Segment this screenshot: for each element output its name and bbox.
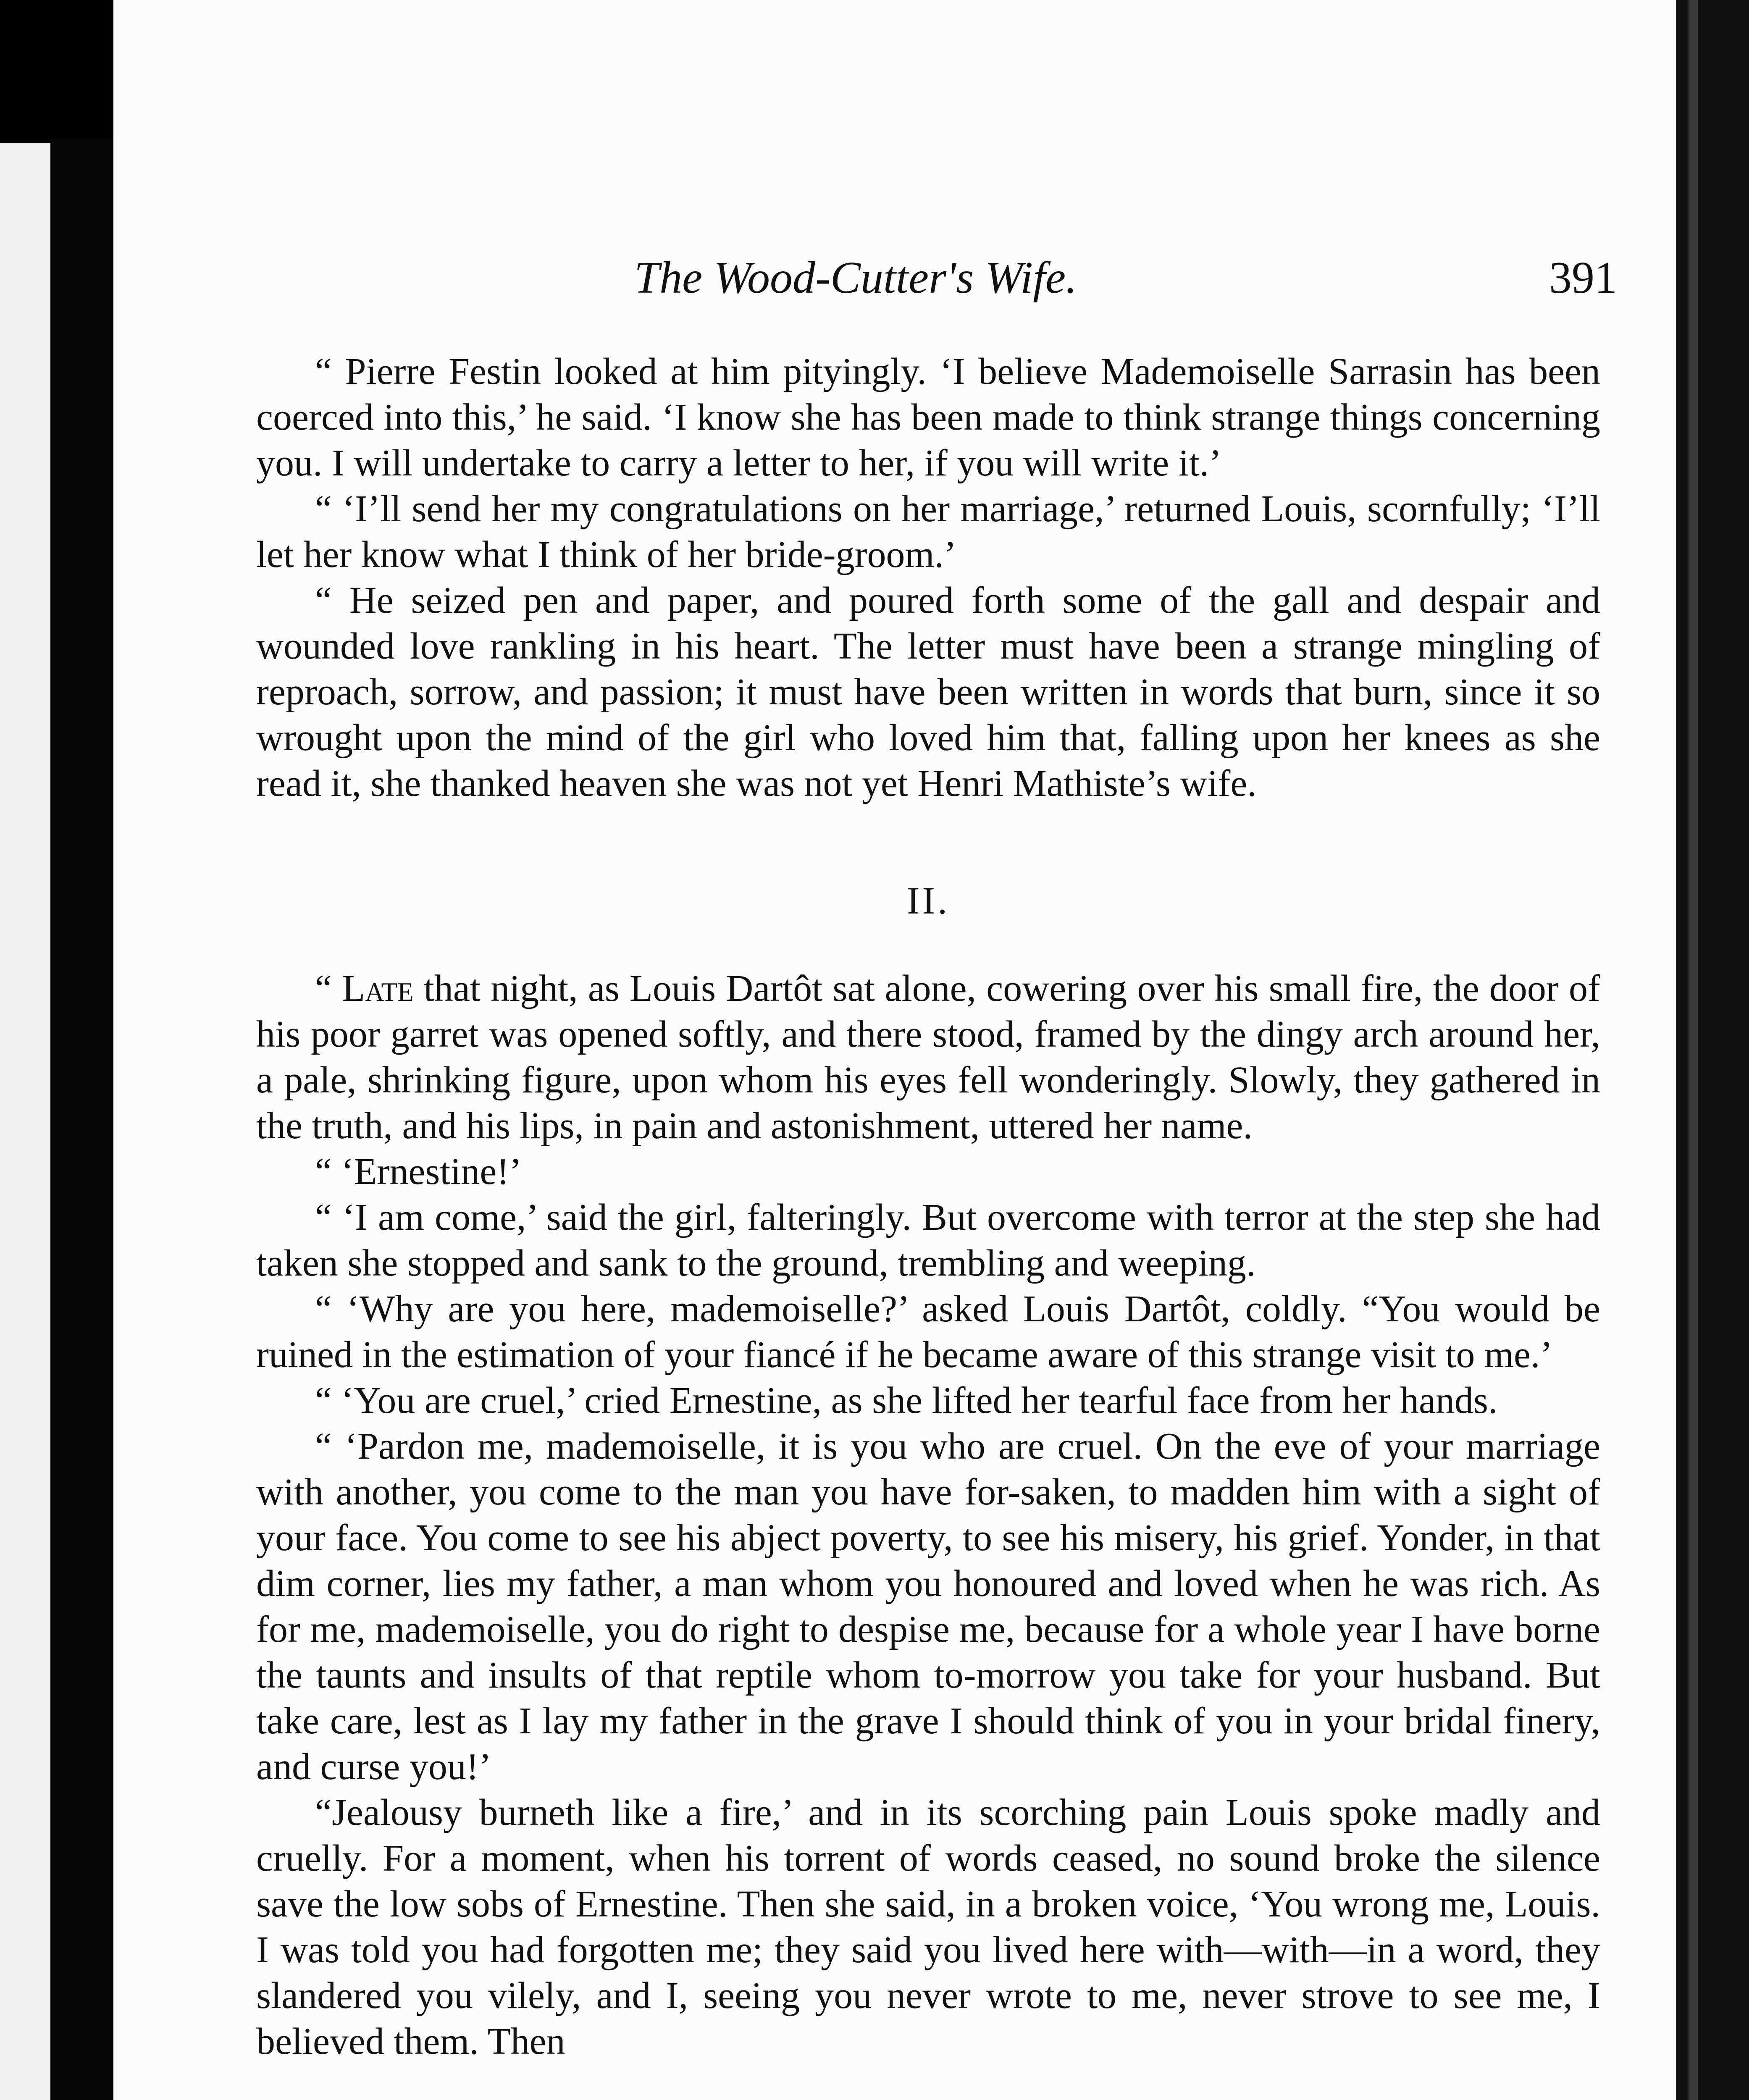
page-edge-band [1689,0,1698,2100]
paragraph: “Jealousy burneth like a fire,’ and in its scorching pain Louis spoke madly and cruelly. For a moment, when his torrent of words ceased, no sound broke the silence save the low sobs of Ernestine. Then she said, in a broken voice, ‘You wrong me, Louis. I was told you had forgotten me; they said you lived here with—with—in a word, they slandered you vilely, and I, seeing you never wrote to me, never strove to see me, I believed them. Then [256,1792,1600,2062]
opening-word: Late [342,968,414,1009]
section-heading: II. [906,879,950,922]
page-header [113,252,1676,311]
opening-text: that night, as Louis Dartôt sat alone, cowering over his small fire, the door of his poor garret was opened softly, and there stood, framed by the dingy arch around her, a pale, shrinking figure, upon whom his eyes fell wonderingly. Slowly, they gathered in the truth, and his lips, in pain and astonishment, uttered her name. [256,968,1600,1147]
facing-page-edge [0,143,50,2100]
page-number: 391 [1549,253,1617,303]
paragraph: “ ‘I’ll send her my congratulations on her marriage,’ returned Louis, scornfully; ‘I’ll let her know what I think of her bride-groom.’ [256,488,1600,575]
section-opening-paragraph [256,966,1600,1149]
page-stack-edge [1676,0,1749,2100]
book-gutter [50,139,113,2100]
paragraph: “ ‘Ernestine!’ [315,1151,522,1192]
opening-quote: “ [315,968,342,1009]
paragraph: “ ‘Why are you here, mademoiselle?’ asked Louis Dartôt, coldly. “You would be ruined in the estimation of your fiancé if he became aware of this strange visit to me.’ [256,1288,1600,1376]
book-page [113,0,1676,2100]
body-text [256,349,1600,2064]
paragraph: “ ‘I am come,’ said the girl, falteringly. But overcome with terror at the step she had taken she stopped and sank to the ground, trembling and weeping. [256,1197,1600,1284]
paragraph: “ ‘Pardon me, mademoiselle, it is you who are cruel. On the eve of your marriage with another, you come to the man you have for-saken, to madden him with a sight of your face. You come to see his abject poverty, to see his misery, his grief. Yonder, in that dim corner, lies my father, a man whom you honoured and loved when he was rich. As for me, mademoiselle, you do right to despise me, because for a whole year I have borne the taunts and insults of that reptile whom to-morrow you take for your husband. But take care, lest as I lay my father in the grave I should think of you in your bridal finery, and curse you!’ [256,1425,1600,1788]
paragraph: “ He seized pen and paper, and poured forth some of the gall and despair and wounded love rankling in his heart. The letter must have been a strange mingling of reproach, sorrow, and passion; it must have been written in words that burn, since it so wrought upon the mind of the girl who loved him that, falling upon her knees as she read it, she thanked heaven she was not yet Henri Mathiste’s wife. [256,580,1600,804]
paragraph: “ Pierre Festin looked at him pityingly. ‘I believe Mademoiselle Sarrasin has been coerced into this,’ he said. ‘I know she has been made to think strange things concerning you. I will undertake to carry a letter to her, if you will write it.’ [256,351,1600,484]
paragraph: “ ‘You are cruel,’ cried Ernestine, as she lifted her tearful face from her hands. [315,1380,1498,1421]
running-title: The Wood-Cutter's Wife. [634,253,1077,303]
